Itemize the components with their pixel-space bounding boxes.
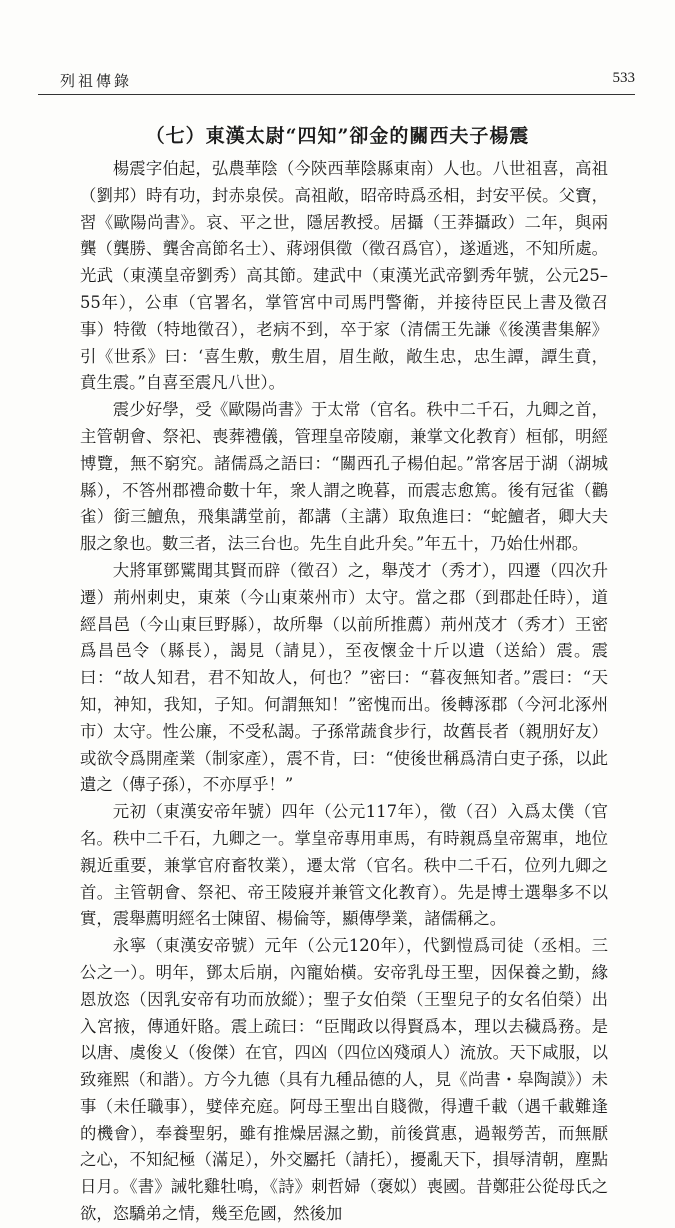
paragraph-2: 震少好學，受《歐陽尚書》于太常（官名。秩中二千石，九卿之首，主管朝會、祭祀、喪葬禮儀，管理皇帝陵廟，兼掌文化教育）桓郁，明經博覽，無不窮究。諸儒爲之語曰：“關西孔子楊伯起。”常客居于湖（湖城縣），不答州郡禮命數十年，衆人謂之晚暮，而震志愈篤。後有冠雀（鸛雀）銜三鱣魚，飛集講堂前，都講（主講）取魚進曰：“蛇鱣者，卿大夫服之象也。數三者，法三台也。先生自此升矣。”年五十，乃始仕州郡。 bbox=[80, 400, 608, 554]
watermark: ​ bbox=[68, 449, 74, 520]
running-header bbox=[38, 70, 635, 92]
running-head-title: 列祖傳錄 bbox=[60, 72, 133, 90]
body-text bbox=[80, 156, 608, 1228]
header-rule bbox=[38, 94, 635, 95]
paragraph-1: 楊震字伯起，弘農華陰（今陝西華陰縣東南）人也。八世祖喜，高祖（劉邦）時有功，封赤泉侯。高祖敞，昭帝時爲丞相，封安平侯。父寶，習《歐陽尚書》。哀、平之世，隱居教授。居攝（王莽攝政）二年，與兩龔（龔勝、龔舍高節名士）、蔣翊俱徵（徵召爲官），遂遁逃，不知所處。光武（東漢皇帝劉秀）高其節。建武中（東漢光武帝劉秀年號，公元25–55年），公車（官署名，掌管宮中司馬門警衛，并接待臣民上書及徵召事）特徵（特地徵召），老病不到，卒于家（清儒王先謙《後漢書集解》引《世系》曰：‘喜生敷，敷生眉，眉生敞，敞生忠，忠生譚，譚生賁，賁生震。”自喜至震凡八世）。 bbox=[80, 159, 608, 393]
paragraph-3: 大將軍鄧騭聞其賢而辟（徵召）之，舉茂才（秀才），四遷（四次升遷）荊州刺史，東萊（今山東萊州市）太守。當之郡（到郡赴任時），道經昌邑（今山東巨野縣），故所舉（以前所推薦）荊州茂才（秀才）王密爲昌邑令（縣長），謁見（請見），至夜懷金十斤以遺（送給）震。震曰：“故人知君，君不知故人，何也？”密曰：“暮夜無知者。”震曰：“天知，神知，我知，子知。何謂無知！”密愧而出。後轉涿郡（今河北涿州市）太守。性公廉，不受私謁。子孫常蔬食步行，故舊長者（親朋好友）或欲令爲開產業（制家產），震不肯，曰：“使後世稱爲清白吏子孫，以此遺之（傳子孫），不亦厚乎！” bbox=[80, 560, 608, 795]
page-number: 533 bbox=[612, 70, 635, 86]
section-title: （七）東漢太尉“四知”卻金的關西夫子楊震 bbox=[145, 125, 530, 147]
paragraph-5: 永寧（東漢安帝號）元年（公元120年），代劉愷爲司徒（丞相。三公之一）。明年，鄧太后崩，內寵始橫。安帝乳母王聖，因保養之勤，緣恩放恣（因乳安帝有功而放縱）；聖子女伯榮（王聖兒子的女名伯榮）出入宮掖，傳通奸賂。震上疏曰：“臣聞政以得賢爲本，理以去穢爲務。是以唐、虞俊乂（俊傑）在官，四凶（四位凶殘頑人）流放。天下咸服，以致雍熙（和諧）。方今九德（具有九種品德的人，見《尚書・皋陶謨》）未事（未任職事），嬖倖充庭。阿母王聖出自賤微，得遭千載（遇千載難逢的機會），奉養聖躬，雖有推燥居濕之勤，前後賞惠，過報勞苦，而無厭之心，不知紀極（滿足），外交屬托（請托），擾亂天下，損辱清朝，塵點日月。《書》誡牝雞牡鳴，《詩》刺哲婦（褒姒）喪國。昔鄭莊公從母氏之欲，恣驕弟之情，幾至危國，然後加 bbox=[80, 936, 608, 1224]
paragraph-4: 元初（東漢安帝年號）四年（公元117年），徵（召）入爲太僕（官名。秩中二千石，九卿之一。掌皇帝專用車馬，有時親爲皇帝駕車，地位親近重要，兼掌官府畜牧業），遷太常（官名。秩中二千石，位列九卿之首。主管朝會、祭祀、帝王陵寢并兼管文化教育）。先是博士選舉多不以實，震舉薦明經名士陳留、楊倫等，顯傳學業，諸儒稱之。 bbox=[80, 802, 608, 929]
